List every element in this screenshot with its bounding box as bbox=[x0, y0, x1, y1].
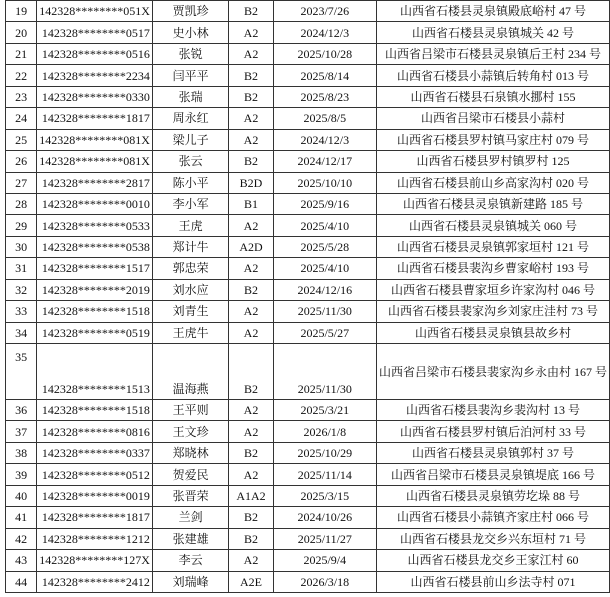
expiry-date-cell: 2024/12/3 bbox=[273, 22, 376, 43]
license-class-cell: A2 bbox=[229, 400, 273, 421]
table-row bbox=[6, 193, 610, 214]
table-row bbox=[6, 108, 610, 129]
address-cell: 山西省石楼县灵泉镇郭家垣村 121 号 bbox=[376, 236, 609, 257]
license-class-cell: A2 bbox=[229, 550, 273, 571]
row-number-cell: 27 bbox=[6, 172, 37, 193]
id-number-cell: 142328********0519 bbox=[37, 322, 153, 343]
id-number-cell: 142328********0538 bbox=[37, 236, 153, 257]
expiry-date-cell: 2024/12/3 bbox=[273, 129, 376, 150]
id-number-cell: 142328********1518 bbox=[37, 400, 153, 421]
id-number-cell: 142328********1518 bbox=[37, 301, 153, 322]
id-number-cell: 142328********0337 bbox=[37, 442, 153, 463]
license-class-cell: B2 bbox=[229, 65, 273, 86]
license-class-cell: A2 bbox=[229, 301, 273, 322]
address-cell: 山西省石楼县石泉镇水挪村 155 bbox=[376, 86, 609, 107]
table-row bbox=[6, 65, 610, 86]
row-number-cell: 44 bbox=[6, 571, 37, 592]
id-number-cell: 142328********0330 bbox=[37, 86, 153, 107]
address-cell: 山西省石楼县灵泉镇劳圪垛 88 号 bbox=[376, 485, 609, 506]
license-class-cell: A2D bbox=[229, 236, 273, 257]
expiry-date-cell: 2025/4/10 bbox=[273, 215, 376, 236]
license-class-cell: A2 bbox=[229, 129, 273, 150]
person-name-cell: 刘瑞峰 bbox=[152, 571, 228, 592]
address-cell: 山西省石楼县灵泉镇郭村 37 号 bbox=[376, 442, 609, 463]
license-class-cell: B2 bbox=[229, 86, 273, 107]
expiry-date-cell: 2025/8/14 bbox=[273, 65, 376, 86]
person-name-cell: 张云 bbox=[152, 151, 228, 172]
person-name-cell: 郑晓林 bbox=[152, 442, 228, 463]
expiry-date-cell: 2025/11/14 bbox=[273, 464, 376, 485]
license-class-cell: A2 bbox=[229, 22, 273, 43]
address-cell: 山西省石楼县灵泉镇新建路 185 号 bbox=[376, 193, 609, 214]
person-name-cell: 李小军 bbox=[152, 193, 228, 214]
expiry-date-cell: 2025/4/10 bbox=[273, 258, 376, 279]
row-number-cell: 22 bbox=[6, 65, 37, 86]
expiry-date-cell: 2025/9/16 bbox=[273, 193, 376, 214]
id-number-cell: 142328********2817 bbox=[37, 172, 153, 193]
address-cell: 山西省石楼县罗村镇后泊河村 33 号 bbox=[376, 421, 609, 442]
id-number-cell: 142328********2412 bbox=[37, 571, 153, 592]
id-number-cell: 142328********1817 bbox=[37, 108, 153, 129]
license-class-cell: B2 bbox=[229, 151, 273, 172]
table-row bbox=[6, 172, 610, 193]
table-row bbox=[6, 571, 610, 592]
id-number-cell: 142328********1517 bbox=[37, 258, 153, 279]
person-name-cell: 梁儿子 bbox=[152, 129, 228, 150]
person-name-cell: 温海燕 bbox=[152, 344, 228, 400]
expiry-date-cell: 2025/3/21 bbox=[273, 400, 376, 421]
table-row bbox=[6, 507, 610, 528]
license-class-cell: B2 bbox=[229, 279, 273, 300]
license-class-cell: A2E bbox=[229, 571, 273, 592]
expiry-date-cell: 2026/1/8 bbox=[273, 421, 376, 442]
license-class-cell: A2 bbox=[229, 464, 273, 485]
person-name-cell: 王平则 bbox=[152, 400, 228, 421]
license-class-cell: B1 bbox=[229, 193, 273, 214]
table-row bbox=[6, 528, 610, 549]
table-row bbox=[6, 236, 610, 257]
person-name-cell: 王虎牛 bbox=[152, 322, 228, 343]
expiry-date-cell: 2024/10/26 bbox=[273, 507, 376, 528]
table-row bbox=[6, 258, 610, 279]
person-name-cell: 李云 bbox=[152, 550, 228, 571]
row-number-cell: 35 bbox=[6, 344, 37, 400]
expiry-date-cell: 2025/11/30 bbox=[273, 344, 376, 400]
expiry-date-cell: 2025/5/27 bbox=[273, 322, 376, 343]
row-number-cell: 19 bbox=[6, 1, 37, 22]
table-row bbox=[6, 1, 610, 22]
expiry-date-cell: 2024/12/17 bbox=[273, 151, 376, 172]
id-number-cell: 142328********2234 bbox=[37, 65, 153, 86]
person-name-cell: 张晋荣 bbox=[152, 485, 228, 506]
license-class-cell: A2 bbox=[229, 215, 273, 236]
license-class-cell: B2 bbox=[229, 344, 273, 400]
row-number-cell: 20 bbox=[6, 22, 37, 43]
person-name-cell: 兰剑 bbox=[152, 507, 228, 528]
table-row bbox=[6, 550, 610, 571]
table-row bbox=[6, 344, 610, 400]
address-cell: 山西省石楼县灵泉镇县故乡村 bbox=[376, 322, 609, 343]
row-number-cell: 40 bbox=[6, 485, 37, 506]
row-number-cell: 37 bbox=[6, 421, 37, 442]
expiry-date-cell: 2025/11/30 bbox=[273, 301, 376, 322]
person-name-cell: 陈小平 bbox=[152, 172, 228, 193]
row-number-cell: 33 bbox=[6, 301, 37, 322]
table-row bbox=[6, 86, 610, 107]
person-name-cell: 周永红 bbox=[152, 108, 228, 129]
expiry-date-cell: 2025/10/28 bbox=[273, 43, 376, 64]
table-row bbox=[6, 43, 610, 64]
expiry-date-cell: 2025/9/4 bbox=[273, 550, 376, 571]
id-number-cell: 142328********0512 bbox=[37, 464, 153, 485]
person-name-cell: 郑计牛 bbox=[152, 236, 228, 257]
table-row bbox=[6, 301, 610, 322]
table-row bbox=[6, 421, 610, 442]
expiry-date-cell: 2025/10/29 bbox=[273, 442, 376, 463]
table-body bbox=[6, 1, 610, 593]
row-number-cell: 43 bbox=[6, 550, 37, 571]
license-class-cell: A1A2 bbox=[229, 485, 273, 506]
license-class-cell: B2 bbox=[229, 507, 273, 528]
table-row bbox=[6, 400, 610, 421]
person-name-cell: 贾凯珍 bbox=[152, 1, 228, 22]
row-number-cell: 39 bbox=[6, 464, 37, 485]
row-number-cell: 25 bbox=[6, 129, 37, 150]
person-name-cell: 闫平平 bbox=[152, 65, 228, 86]
row-number-cell: 21 bbox=[6, 43, 37, 64]
table-row bbox=[6, 442, 610, 463]
address-cell: 山西省石楼县裴沟乡曹家峪村 193 号 bbox=[376, 258, 609, 279]
expiry-date-cell: 2026/3/18 bbox=[273, 571, 376, 592]
address-cell: 山西省石楼县小蒜镇后转角村 013 号 bbox=[376, 65, 609, 86]
table-row bbox=[6, 22, 610, 43]
address-cell: 山西省石楼县前山乡法寺村 071 bbox=[376, 571, 609, 592]
address-cell: 山西省石楼县曹家垣乡许家沟村 046 号 bbox=[376, 279, 609, 300]
row-number-cell: 42 bbox=[6, 528, 37, 549]
person-name-cell: 王虎 bbox=[152, 215, 228, 236]
person-name-cell: 贺爱民 bbox=[152, 464, 228, 485]
table-row bbox=[6, 322, 610, 343]
person-name-cell: 张瑞 bbox=[152, 86, 228, 107]
row-number-cell: 24 bbox=[6, 108, 37, 129]
id-number-cell: 142328********0816 bbox=[37, 421, 153, 442]
address-cell: 山西省吕梁市石楼县小蒜村 bbox=[376, 108, 609, 129]
id-number-cell: 142328********1513 bbox=[37, 344, 153, 400]
id-number-cell: 142328********127X bbox=[37, 550, 153, 571]
address-cell: 山西省石楼县灵泉镇城关 42 号 bbox=[376, 22, 609, 43]
id-number-cell: 142328********1817 bbox=[37, 507, 153, 528]
expiry-date-cell: 2025/11/27 bbox=[273, 528, 376, 549]
id-number-cell: 142328********0019 bbox=[37, 485, 153, 506]
table-row bbox=[6, 151, 610, 172]
table-row bbox=[6, 215, 610, 236]
row-number-cell: 29 bbox=[6, 215, 37, 236]
address-cell: 山西省石楼县裴沟乡裴沟村 13 号 bbox=[376, 400, 609, 421]
expiry-date-cell: 2025/8/23 bbox=[273, 86, 376, 107]
row-number-cell: 34 bbox=[6, 322, 37, 343]
license-class-cell: B2 bbox=[229, 442, 273, 463]
row-number-cell: 36 bbox=[6, 400, 37, 421]
row-number-cell: 32 bbox=[6, 279, 37, 300]
license-class-cell: A2 bbox=[229, 43, 273, 64]
expiry-date-cell: 2025/8/5 bbox=[273, 108, 376, 129]
address-cell: 山西省石楼县小蒜镇齐家庄村 066 号 bbox=[376, 507, 609, 528]
person-name-cell: 张建雄 bbox=[152, 528, 228, 549]
table-row bbox=[6, 129, 610, 150]
address-cell: 山西省吕梁市石楼县裴家沟乡永由村 167 号 bbox=[376, 344, 609, 400]
person-name-cell: 郭忠荣 bbox=[152, 258, 228, 279]
license-class-cell: A2 bbox=[229, 421, 273, 442]
expiry-date-cell: 2025/5/28 bbox=[273, 236, 376, 257]
person-name-cell: 刘青生 bbox=[152, 301, 228, 322]
person-name-cell: 王文珍 bbox=[152, 421, 228, 442]
id-number-cell: 142328********0533 bbox=[37, 215, 153, 236]
id-number-cell: 142328********0010 bbox=[37, 193, 153, 214]
address-cell: 山西省石楼县灵泉镇城关 060 号 bbox=[376, 215, 609, 236]
id-number-cell: 142328********081X bbox=[37, 129, 153, 150]
id-number-cell: 142328********2019 bbox=[37, 279, 153, 300]
row-number-cell: 23 bbox=[6, 86, 37, 107]
address-cell: 山西省石楼县裴家沟乡刘家庄洼村 73 号 bbox=[376, 301, 609, 322]
license-class-cell: A2 bbox=[229, 108, 273, 129]
license-class-cell: B2 bbox=[229, 1, 273, 22]
id-number-cell: 142328********051X bbox=[37, 1, 153, 22]
address-cell: 山西省石楼县龙交乡兴东垣村 71 号 bbox=[376, 528, 609, 549]
address-cell: 山西省吕梁市石楼县灵泉镇堤底 166 号 bbox=[376, 464, 609, 485]
address-cell: 山西省吕梁市石楼县灵泉镇后王村 234 号 bbox=[376, 43, 609, 64]
address-cell: 山西省石楼县龙交乡王家江村 60 bbox=[376, 550, 609, 571]
expiry-date-cell: 2025/3/15 bbox=[273, 485, 376, 506]
license-class-cell: A2 bbox=[229, 322, 273, 343]
address-cell: 山西省石楼县罗村镇马家庄村 079 号 bbox=[376, 129, 609, 150]
row-number-cell: 31 bbox=[6, 258, 37, 279]
data-table bbox=[5, 0, 610, 593]
row-number-cell: 28 bbox=[6, 193, 37, 214]
expiry-date-cell: 2024/12/16 bbox=[273, 279, 376, 300]
expiry-date-cell: 2025/10/10 bbox=[273, 172, 376, 193]
table-row bbox=[6, 485, 610, 506]
id-number-cell: 142328********081X bbox=[37, 151, 153, 172]
table-row bbox=[6, 279, 610, 300]
address-cell: 山西省石楼县灵泉镇殿底峪村 47 号 bbox=[376, 1, 609, 22]
row-number-cell: 41 bbox=[6, 507, 37, 528]
license-class-cell: A2 bbox=[229, 258, 273, 279]
table-row bbox=[6, 464, 610, 485]
person-name-cell: 史小林 bbox=[152, 22, 228, 43]
row-number-cell: 30 bbox=[6, 236, 37, 257]
id-number-cell: 142328********0517 bbox=[37, 22, 153, 43]
id-number-cell: 142328********0516 bbox=[37, 43, 153, 64]
person-name-cell: 张锐 bbox=[152, 43, 228, 64]
address-cell: 山西省石楼县罗村镇罗村 125 bbox=[376, 151, 609, 172]
address-cell: 山西省石楼县前山乡高家沟村 020 号 bbox=[376, 172, 609, 193]
id-number-cell: 142328********1212 bbox=[37, 528, 153, 549]
row-number-cell: 38 bbox=[6, 442, 37, 463]
license-class-cell: B2 bbox=[229, 528, 273, 549]
person-name-cell: 刘水应 bbox=[152, 279, 228, 300]
row-number-cell: 26 bbox=[6, 151, 37, 172]
license-class-cell: B2D bbox=[229, 172, 273, 193]
expiry-date-cell: 2023/7/26 bbox=[273, 1, 376, 22]
